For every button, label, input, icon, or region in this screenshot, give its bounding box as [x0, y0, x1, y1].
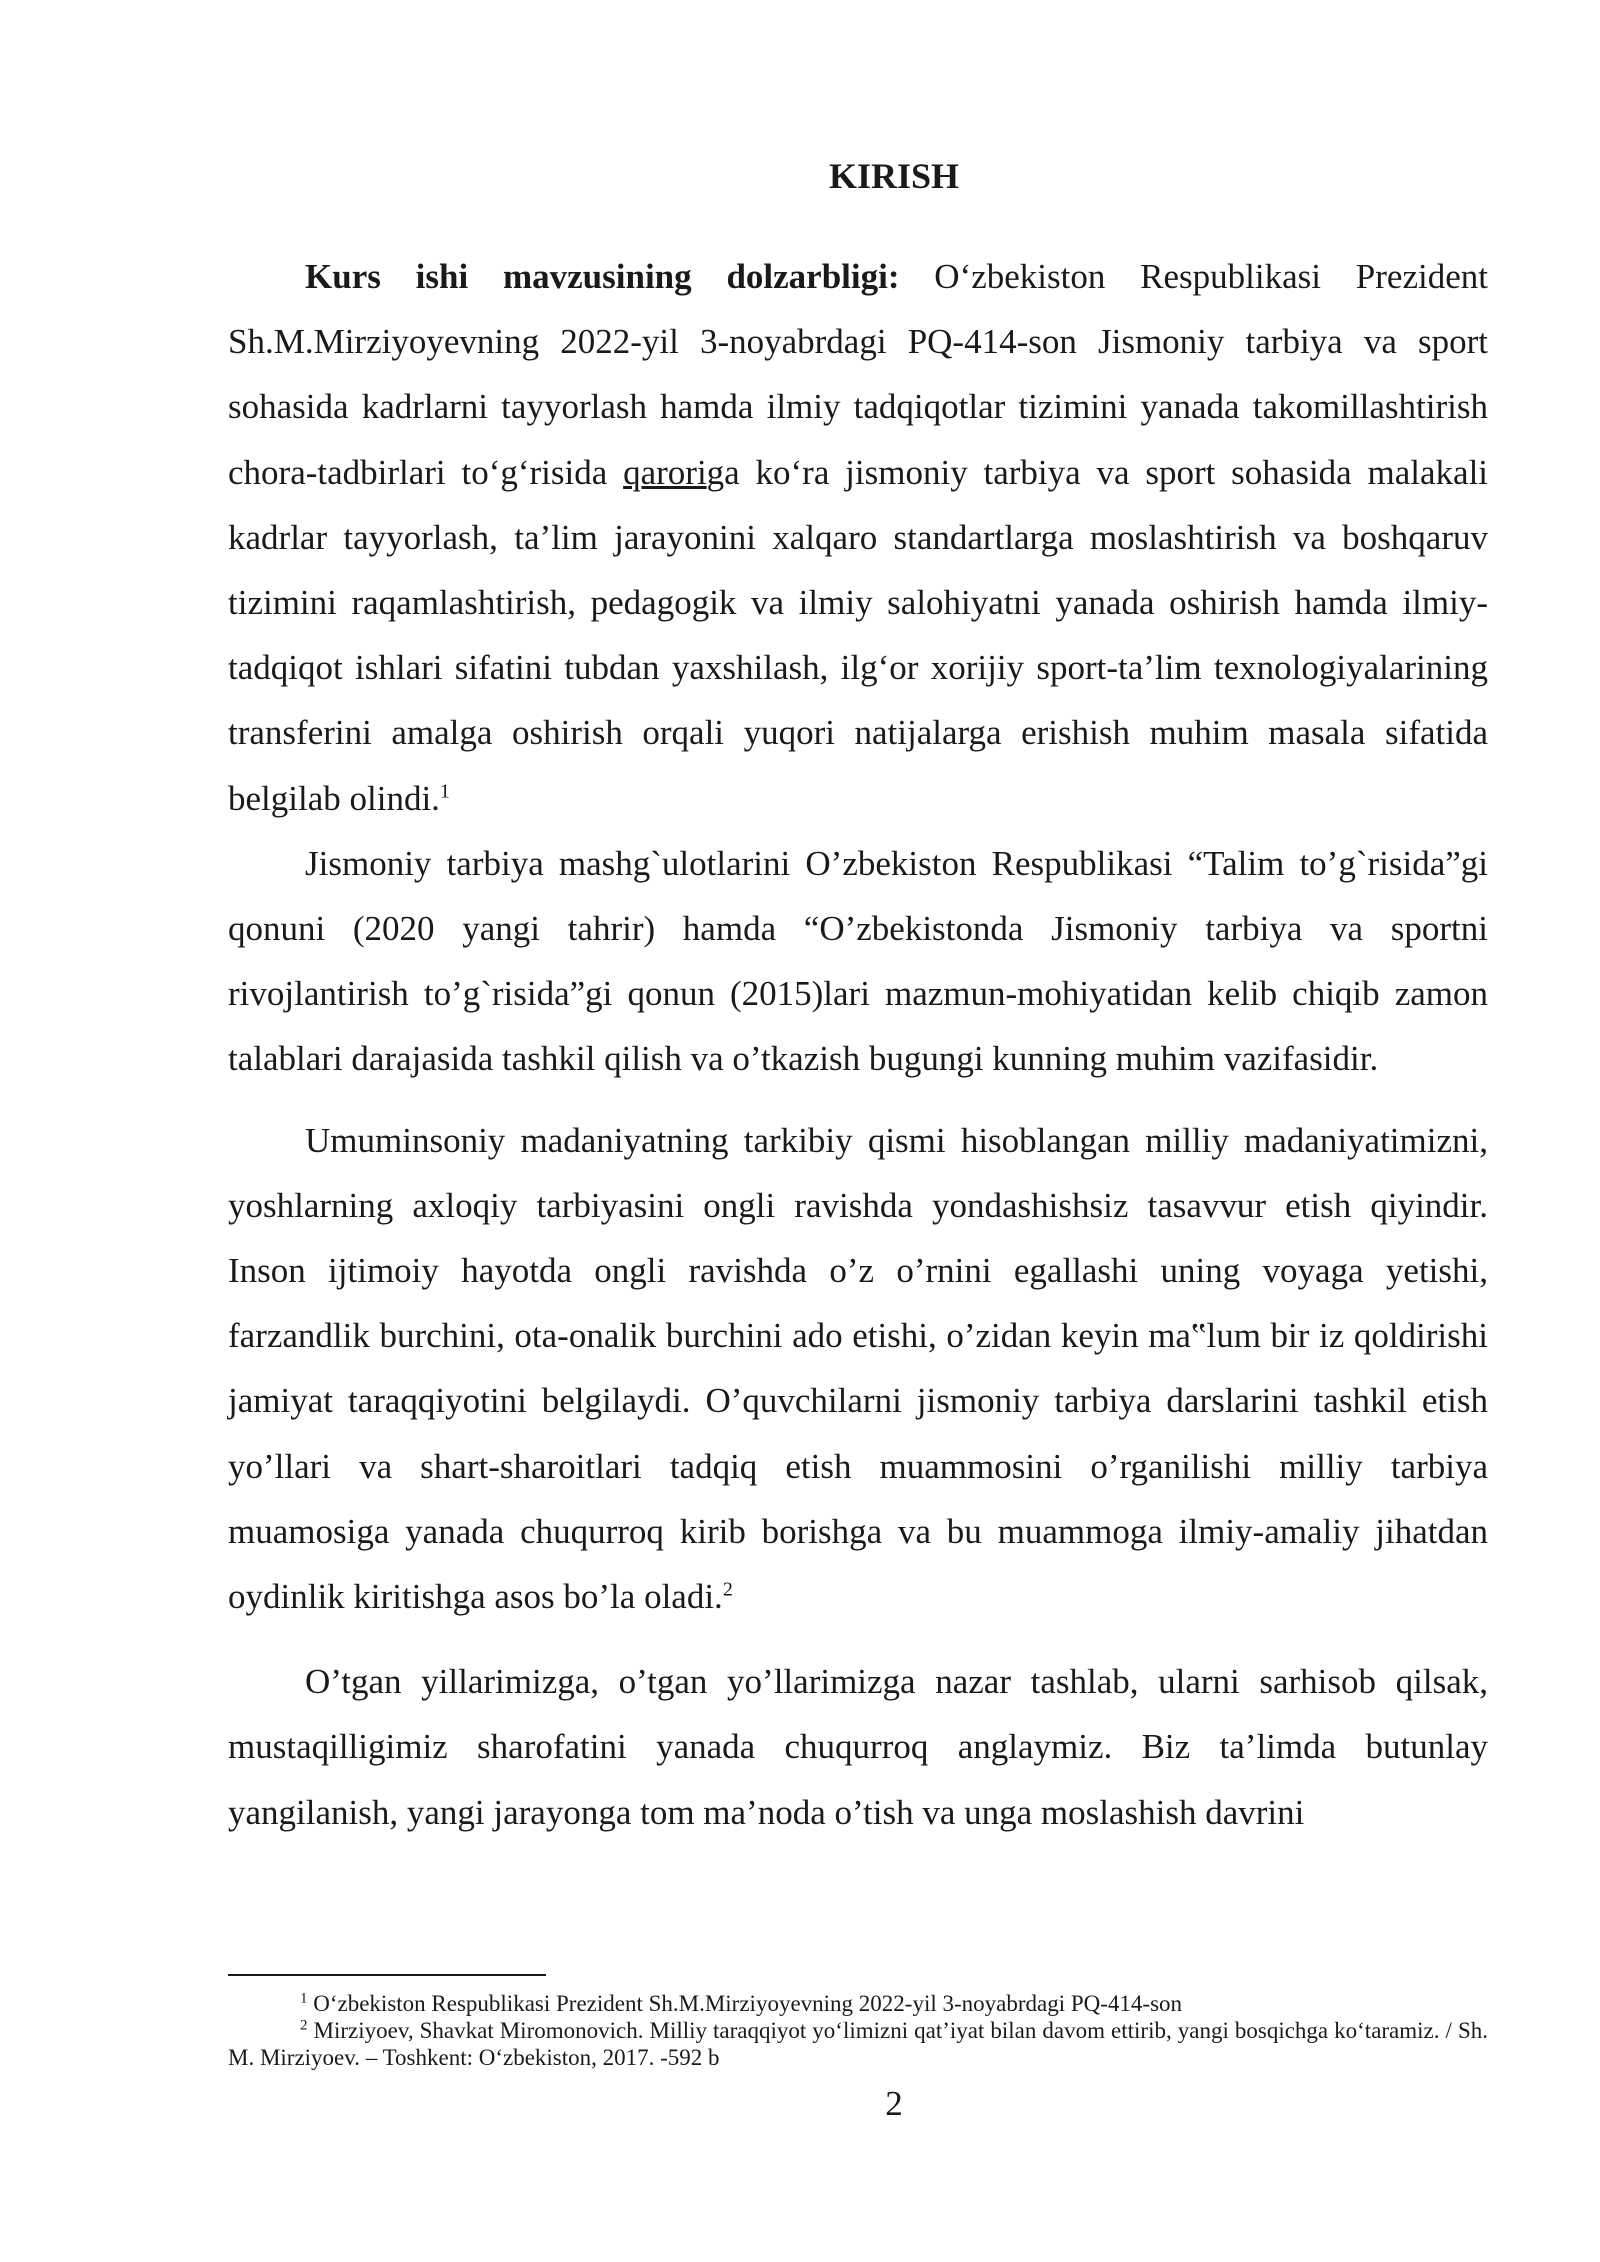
footnote-text: O‘zbekiston Respublikasi Prezident Sh.M.Mirziyoyevning 2022-yil 3-noyabrdagi PQ-414-son [307, 1991, 1183, 2016]
section-heading: KIRISH [828, 156, 960, 196]
footnote-number: 1 [300, 1990, 308, 2007]
footnote-number: 2 [300, 2017, 308, 2034]
paragraph-text: ga ko‘ra jismoniy tarbiya va sport sohasida malakali kadrlar tayyorlash, ta’lim jarayonini xalqaro standartlarga moslashtirish va boshqaruv tizimini raqamlashtirish, pedagogik va ilmiy salohiyatni yanada oshirish hamda ilmiy-tadqiqot ishlari sifatini tubdan yaxshilash, ilg‘or xorijiy sport-ta’lim texnologiyalarining transferini amalga oshirish orqali yuqori natijalarga erishish muhim masala sifatida belgilab olindi. [228, 452, 1489, 818]
footnote-separator [228, 1974, 546, 1976]
paragraph-past-years: O’tgan yillarimizga, o’tgan yo’llarimizga nazar tashlab, ularni sarhisob qilsak, mustaqilligimiz sharofatini yanada chuqurroq anglaymiz. Biz ta’limda butunlay yangilanish, yangi jarayonga tom ma’noda o’tish va unga moslashish davrini [228, 1662, 1488, 1832]
footnote-item [228, 2017, 1488, 2071]
resolution-link[interactable]: qarori [623, 452, 707, 492]
body-text [228, 244, 1488, 1845]
footnote-text: Mirziyoev, Shavkat Miromonovich. Milliy taraqqiyot yo‘limizni qat’iyat bilan davom ettirib, yangi bosqichga ko‘taramiz. / Sh. M. Mirziyoev. – Toshkent: O‘zbekiston, 2017. -592 b [228, 2018, 1488, 2070]
paragraph-relevance [228, 244, 1488, 831]
paragraph-lead: Kurs ishi mavzusining dolzarbligi: [305, 257, 900, 296]
footnote-ref[interactable]: 2 [722, 1578, 733, 1601]
paragraph-physical-education: Jismoniy tarbiya mashg`ulotlarini O’zbekiston Respublikasi “Talim to’g`risida”gi qonuni (2020 yangi tahrir) hamda “O’zbekistonda Jismoniy tarbiya va sportni rivojlantirish to’g`risida”gi qonun (2015)lari mazmun-mohiyatidan kelib chiqib zamon talablari darajasida tashkil qilish va o’tkazish bugungi kunning muhim vazifasidir. [228, 843, 1488, 1079]
footnote-item [228, 1990, 1488, 2017]
footnote-ref[interactable]: 1 [439, 779, 450, 802]
footnotes [228, 1990, 1488, 2071]
paragraph-culture [228, 1108, 1488, 1630]
paragraph-text: O‘zbekiston Respublikasi Prezident Sh.M.Mirziyoyevning 2022-yil 3-noyabrdagi PQ-414-son Jismoniy tarbiya va sport sohasida kadrlarni tayyorlash hamda ilmiy tadqiqotlar tizimini yanada takomillashtirish chora-tadbirlari to‘g‘risida [228, 257, 1488, 492]
paragraph-text: Umuminsoniy madaniyatning tarkibiy qismi hisoblangan milliy madaniyatimizni, yoshlarning axloqiy tarbiyasini ongli ravishda yondashishsiz tasavvur etish qiyindir. Inson ijtimoiy hayotda ongli ravishda o’z o’rnini egallashi uning voyaga yetishi, farzandlik burchini, ota-onalik burchini ado etishi, o’zidan keyin ma‟lum bir iz qoldirishi jamiyat taraqqiyotini belgilaydi. O’quvchilarni jismoniy tarbiya darslarini tashkil etish yo’llari va shart-sharoitlari tadqiq etish muammosini o’rganilishi milliy tarbiya muamosiga yanada chuqurroq kirib borishga va bu muammoga ilmiy-amaliy jihatdan oydinlik kiritishga asos bo’la oladi. [228, 1120, 1488, 1617]
page-number: 2 [885, 2084, 903, 2123]
